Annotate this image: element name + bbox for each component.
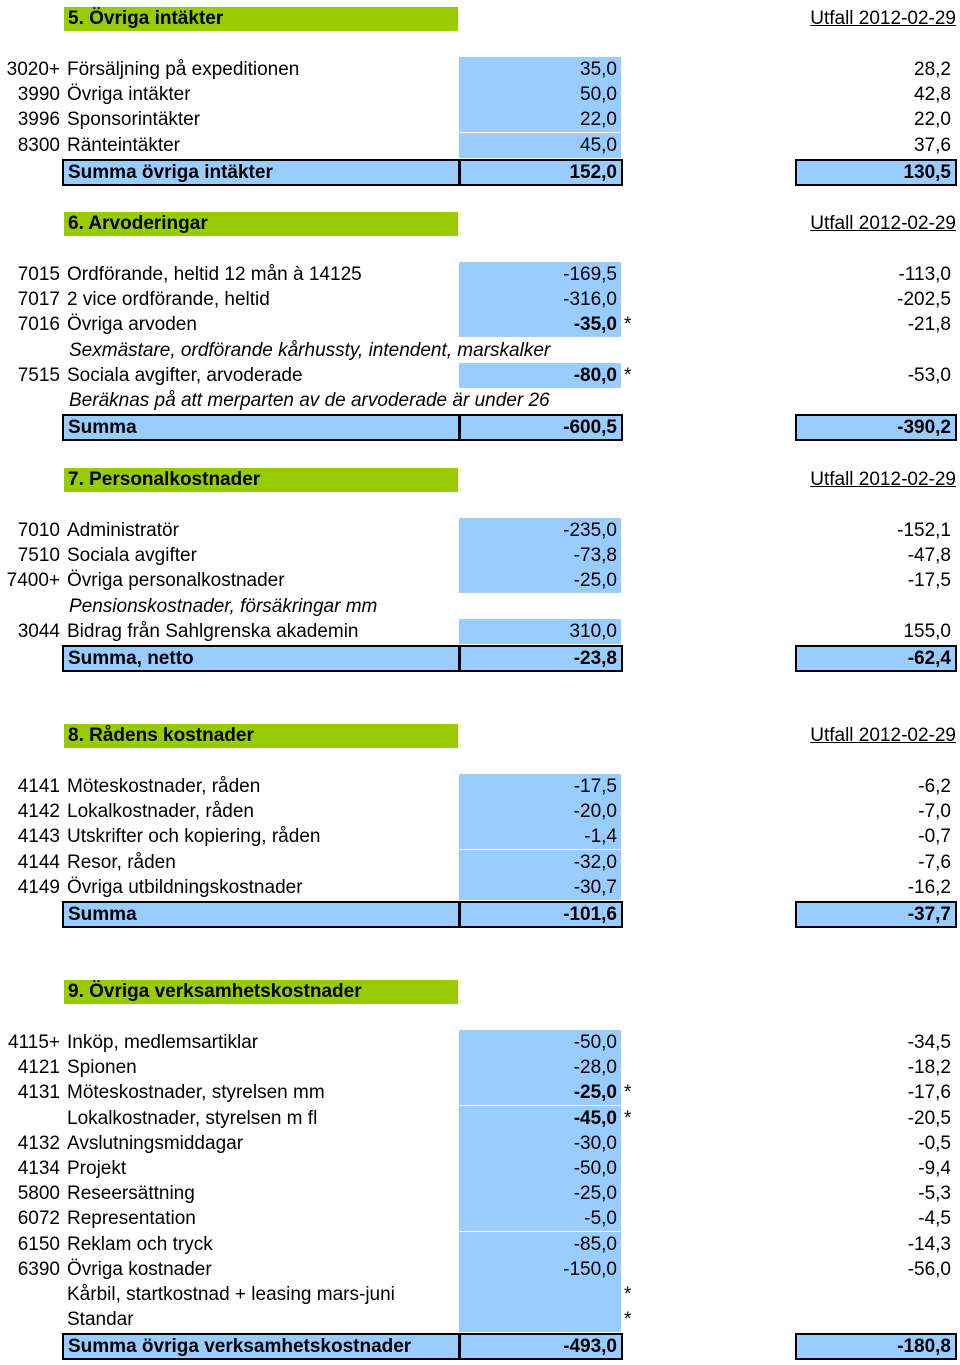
account-row bbox=[0, 799, 960, 824]
budget-value: 50,0 bbox=[459, 82, 621, 107]
account-code: 7016 bbox=[17, 314, 60, 336]
account-row bbox=[0, 1307, 960, 1332]
sum-outcome: 130,5 bbox=[795, 159, 957, 186]
outcome-value: -21,8 bbox=[907, 314, 951, 336]
sum-label: Summa bbox=[62, 901, 460, 928]
account-label: Övriga utbildningskostnader bbox=[67, 876, 303, 898]
outcome-value: 22,0 bbox=[914, 109, 951, 131]
account-code: 4121 bbox=[17, 1057, 60, 1079]
account-label: Projekt bbox=[67, 1158, 127, 1179]
budget-value: -25,0 bbox=[459, 1181, 621, 1206]
outcome-value: -7,0 bbox=[918, 801, 951, 823]
account-row bbox=[0, 363, 960, 388]
sum-label: Summa bbox=[62, 414, 460, 441]
outcome-value: -7,6 bbox=[918, 851, 951, 873]
budget-value: -30,0 bbox=[459, 1131, 621, 1156]
budget-value: -5,0 bbox=[459, 1206, 621, 1231]
account-row bbox=[0, 1282, 960, 1307]
account-label: Lokalkostnader, styrelsen m fl bbox=[67, 1107, 318, 1129]
sum-row bbox=[0, 901, 960, 928]
budget-value: 22,0 bbox=[459, 107, 621, 132]
account-label: Övriga personalkostnader bbox=[67, 570, 285, 592]
section-title: 6. Arvoderingar bbox=[64, 212, 458, 236]
outcome-value: -17,6 bbox=[907, 1082, 951, 1104]
account-code: 4149 bbox=[17, 876, 60, 898]
outcome-value: -9,4 bbox=[918, 1158, 951, 1179]
account-label: Ordförande, heltid 12 mån à 14125 bbox=[67, 264, 362, 285]
account-label: Övriga intäkter bbox=[67, 84, 191, 106]
sum-budget: -600,5 bbox=[459, 414, 623, 441]
account-code: 4134 bbox=[17, 1158, 60, 1179]
budget-value: -25,0 bbox=[459, 1080, 621, 1105]
utfall-heading: Utfall 2012-02-29 bbox=[810, 725, 956, 746]
section-title: 9. Övriga verksamhetskostnader bbox=[64, 980, 458, 1004]
budget-value bbox=[459, 1307, 621, 1332]
account-code: 4144 bbox=[17, 851, 60, 873]
budget-value: -50,0 bbox=[459, 1030, 621, 1055]
account-label: Reseersättning bbox=[67, 1183, 195, 1205]
account-row bbox=[0, 619, 960, 644]
account-label: Kårbil, startkostnad + leasing mars-juni bbox=[67, 1284, 395, 1305]
budget-value: 35,0 bbox=[459, 57, 621, 82]
outcome-value: 42,8 bbox=[914, 84, 951, 106]
account-row bbox=[0, 1181, 960, 1206]
budget-value: -316,0 bbox=[459, 287, 621, 312]
sum-label: Summa övriga verksamhetskostnader bbox=[62, 1333, 460, 1360]
sum-budget: -23,8 bbox=[459, 645, 623, 672]
outcome-value: -56,0 bbox=[907, 1258, 951, 1280]
account-label: Spionen bbox=[67, 1057, 137, 1079]
outcome-value: 28,2 bbox=[914, 59, 951, 80]
note-row bbox=[0, 594, 960, 619]
budget-value: -17,5 bbox=[459, 774, 621, 799]
outcome-value: -16,2 bbox=[907, 876, 951, 898]
account-row bbox=[0, 1257, 960, 1282]
asterisk-marker: * bbox=[624, 1107, 632, 1129]
budget-value: -30,7 bbox=[459, 875, 621, 900]
account-code: 4143 bbox=[17, 826, 60, 848]
account-code: 3996 bbox=[17, 109, 60, 131]
account-row bbox=[0, 1055, 960, 1080]
row-note: Beräknas på att merparten av de arvoderade är under 26 bbox=[69, 390, 550, 411]
account-label: Inköp, medlemsartiklar bbox=[67, 1032, 259, 1053]
account-row bbox=[0, 107, 960, 132]
outcome-value: -34,5 bbox=[907, 1032, 951, 1053]
note-row bbox=[0, 338, 960, 363]
asterisk-marker: * bbox=[624, 364, 632, 386]
account-code: 4132 bbox=[17, 1132, 60, 1154]
account-code: 6072 bbox=[17, 1208, 60, 1230]
budget-value: 310,0 bbox=[459, 619, 621, 644]
row-note: Sexmästare, ordförande kårhussty, intendent, marskalker bbox=[69, 339, 551, 361]
account-row bbox=[0, 824, 960, 849]
account-row bbox=[0, 133, 960, 158]
account-code: 7515 bbox=[17, 364, 60, 386]
account-row bbox=[0, 287, 960, 312]
account-code: 7400+ bbox=[6, 570, 60, 592]
outcome-value: -18,2 bbox=[907, 1057, 951, 1079]
account-label: Möteskostnader, styrelsen mm bbox=[67, 1082, 325, 1104]
outcome-value: -113,0 bbox=[898, 264, 951, 285]
sum-row bbox=[0, 159, 960, 186]
sum-outcome: -390,2 bbox=[795, 414, 957, 441]
section-title: 8. Rådens kostnader bbox=[64, 724, 458, 748]
outcome-value: -152,1 bbox=[897, 520, 951, 541]
section-title: 5. Övriga intäkter bbox=[64, 7, 458, 31]
account-label: Standar bbox=[67, 1309, 134, 1331]
account-code: 7015 bbox=[17, 264, 60, 285]
budget-value: -45,0 bbox=[459, 1106, 621, 1131]
outcome-value: -4,5 bbox=[918, 1208, 951, 1230]
asterisk-marker: * bbox=[624, 1082, 632, 1104]
account-code: 4131 bbox=[17, 1082, 60, 1104]
account-row bbox=[0, 518, 960, 543]
outcome-value: -0,7 bbox=[918, 826, 951, 848]
account-row bbox=[0, 875, 960, 900]
utfall-heading: Utfall 2012-02-29 bbox=[810, 213, 956, 234]
outcome-value: -6,2 bbox=[918, 776, 951, 797]
utfall-heading: Utfall 2012-02-29 bbox=[810, 8, 956, 29]
account-code: 3020+ bbox=[6, 59, 60, 80]
account-label: Övriga arvoden bbox=[67, 314, 197, 336]
account-label: 2 vice ordförande, heltid bbox=[67, 289, 270, 311]
budget-value: -50,0 bbox=[459, 1156, 621, 1181]
account-label: Sociala avgifter bbox=[67, 545, 197, 567]
section-title: 7. Personalkostnader bbox=[64, 468, 458, 492]
budget-value: 45,0 bbox=[459, 133, 621, 158]
account-label: Resor, råden bbox=[67, 851, 176, 873]
account-row bbox=[0, 850, 960, 875]
sum-row bbox=[0, 1333, 960, 1360]
outcome-value: 155,0 bbox=[903, 620, 951, 642]
account-label: Bidrag från Sahlgrenska akademin bbox=[67, 620, 359, 642]
outcome-value: 37,6 bbox=[914, 134, 951, 156]
account-code: 7017 bbox=[17, 289, 60, 311]
account-code: 3990 bbox=[17, 84, 60, 106]
budget-value: -28,0 bbox=[459, 1055, 621, 1080]
budget-value: -80,0 bbox=[459, 363, 621, 388]
sum-budget: 152,0 bbox=[459, 159, 623, 186]
sum-label: Summa, netto bbox=[62, 645, 460, 672]
asterisk-marker: * bbox=[624, 314, 632, 336]
account-label: Försäljning på expeditionen bbox=[67, 59, 300, 80]
account-row bbox=[0, 57, 960, 82]
sum-outcome: -37,7 bbox=[795, 901, 957, 928]
account-row bbox=[0, 1080, 960, 1105]
sum-row bbox=[0, 645, 960, 672]
account-label: Utskrifter och kopiering, råden bbox=[67, 826, 321, 848]
asterisk-marker: * bbox=[624, 1284, 632, 1305]
outcome-value: -14,3 bbox=[907, 1233, 951, 1255]
sum-budget: -493,0 bbox=[459, 1333, 623, 1360]
budget-value: -32,0 bbox=[459, 850, 621, 875]
row-note: Pensionskostnader, försäkringar mm bbox=[69, 595, 378, 617]
budget-value: -25,0 bbox=[459, 568, 621, 593]
account-label: Avslutningsmiddagar bbox=[67, 1132, 244, 1154]
outcome-value: -5,3 bbox=[918, 1183, 951, 1205]
utfall-heading: Utfall 2012-02-29 bbox=[810, 469, 956, 490]
budget-value: -150,0 bbox=[459, 1257, 621, 1282]
account-code: 7010 bbox=[17, 520, 60, 541]
budget-value bbox=[459, 1282, 621, 1307]
account-code: 6390 bbox=[17, 1258, 60, 1280]
account-label: Möteskostnader, råden bbox=[67, 776, 261, 797]
account-label: Sponsorintäkter bbox=[67, 109, 201, 131]
account-label: Sociala avgifter, arvoderade bbox=[67, 364, 303, 386]
sum-outcome: -62,4 bbox=[795, 645, 957, 672]
account-row bbox=[0, 312, 960, 337]
account-label: Representation bbox=[67, 1208, 196, 1230]
account-row bbox=[0, 543, 960, 568]
account-row bbox=[0, 774, 960, 799]
account-row bbox=[0, 1206, 960, 1231]
outcome-value: -20,5 bbox=[907, 1107, 951, 1129]
account-code: 4142 bbox=[17, 801, 60, 823]
account-code: 8300 bbox=[17, 134, 60, 156]
account-row bbox=[0, 568, 960, 593]
account-row bbox=[0, 1106, 960, 1131]
budget-value: -235,0 bbox=[459, 518, 621, 543]
budget-value: -73,8 bbox=[459, 543, 621, 568]
account-row bbox=[0, 1232, 960, 1257]
account-code: 6150 bbox=[17, 1233, 60, 1255]
sum-label: Summa övriga intäkter bbox=[62, 159, 460, 186]
outcome-value: -0,5 bbox=[918, 1132, 951, 1154]
account-code: 5800 bbox=[17, 1183, 60, 1205]
budget-value: -35,0 bbox=[459, 312, 621, 337]
account-label: Övriga kostnader bbox=[67, 1258, 212, 1280]
outcome-value: -53,0 bbox=[907, 364, 951, 386]
account-label: Ränteintäkter bbox=[67, 134, 181, 156]
account-label: Reklam och tryck bbox=[67, 1233, 213, 1255]
account-label: Administratör bbox=[67, 520, 179, 541]
account-code: 3044 bbox=[17, 620, 60, 642]
budget-value: -169,5 bbox=[459, 262, 621, 287]
account-row bbox=[0, 1030, 960, 1055]
outcome-value: -47,8 bbox=[907, 545, 951, 567]
account-row bbox=[0, 82, 960, 107]
note-row bbox=[0, 388, 960, 413]
account-row bbox=[0, 262, 960, 287]
sum-outcome: -180,8 bbox=[795, 1333, 957, 1360]
budget-value: -1,4 bbox=[459, 824, 621, 849]
asterisk-marker: * bbox=[624, 1309, 632, 1331]
sum-row bbox=[0, 414, 960, 441]
sum-budget: -101,6 bbox=[459, 901, 623, 928]
account-label: Lokalkostnader, råden bbox=[67, 801, 254, 823]
account-code: 7510 bbox=[17, 545, 60, 567]
budget-value: -20,0 bbox=[459, 799, 621, 824]
account-code: 4115+ bbox=[8, 1032, 60, 1053]
account-row bbox=[0, 1131, 960, 1156]
account-code: 4141 bbox=[17, 776, 60, 797]
account-row bbox=[0, 1156, 960, 1181]
outcome-value: -17,5 bbox=[907, 570, 951, 592]
budget-value: -85,0 bbox=[459, 1232, 621, 1257]
outcome-value: -202,5 bbox=[897, 289, 951, 311]
